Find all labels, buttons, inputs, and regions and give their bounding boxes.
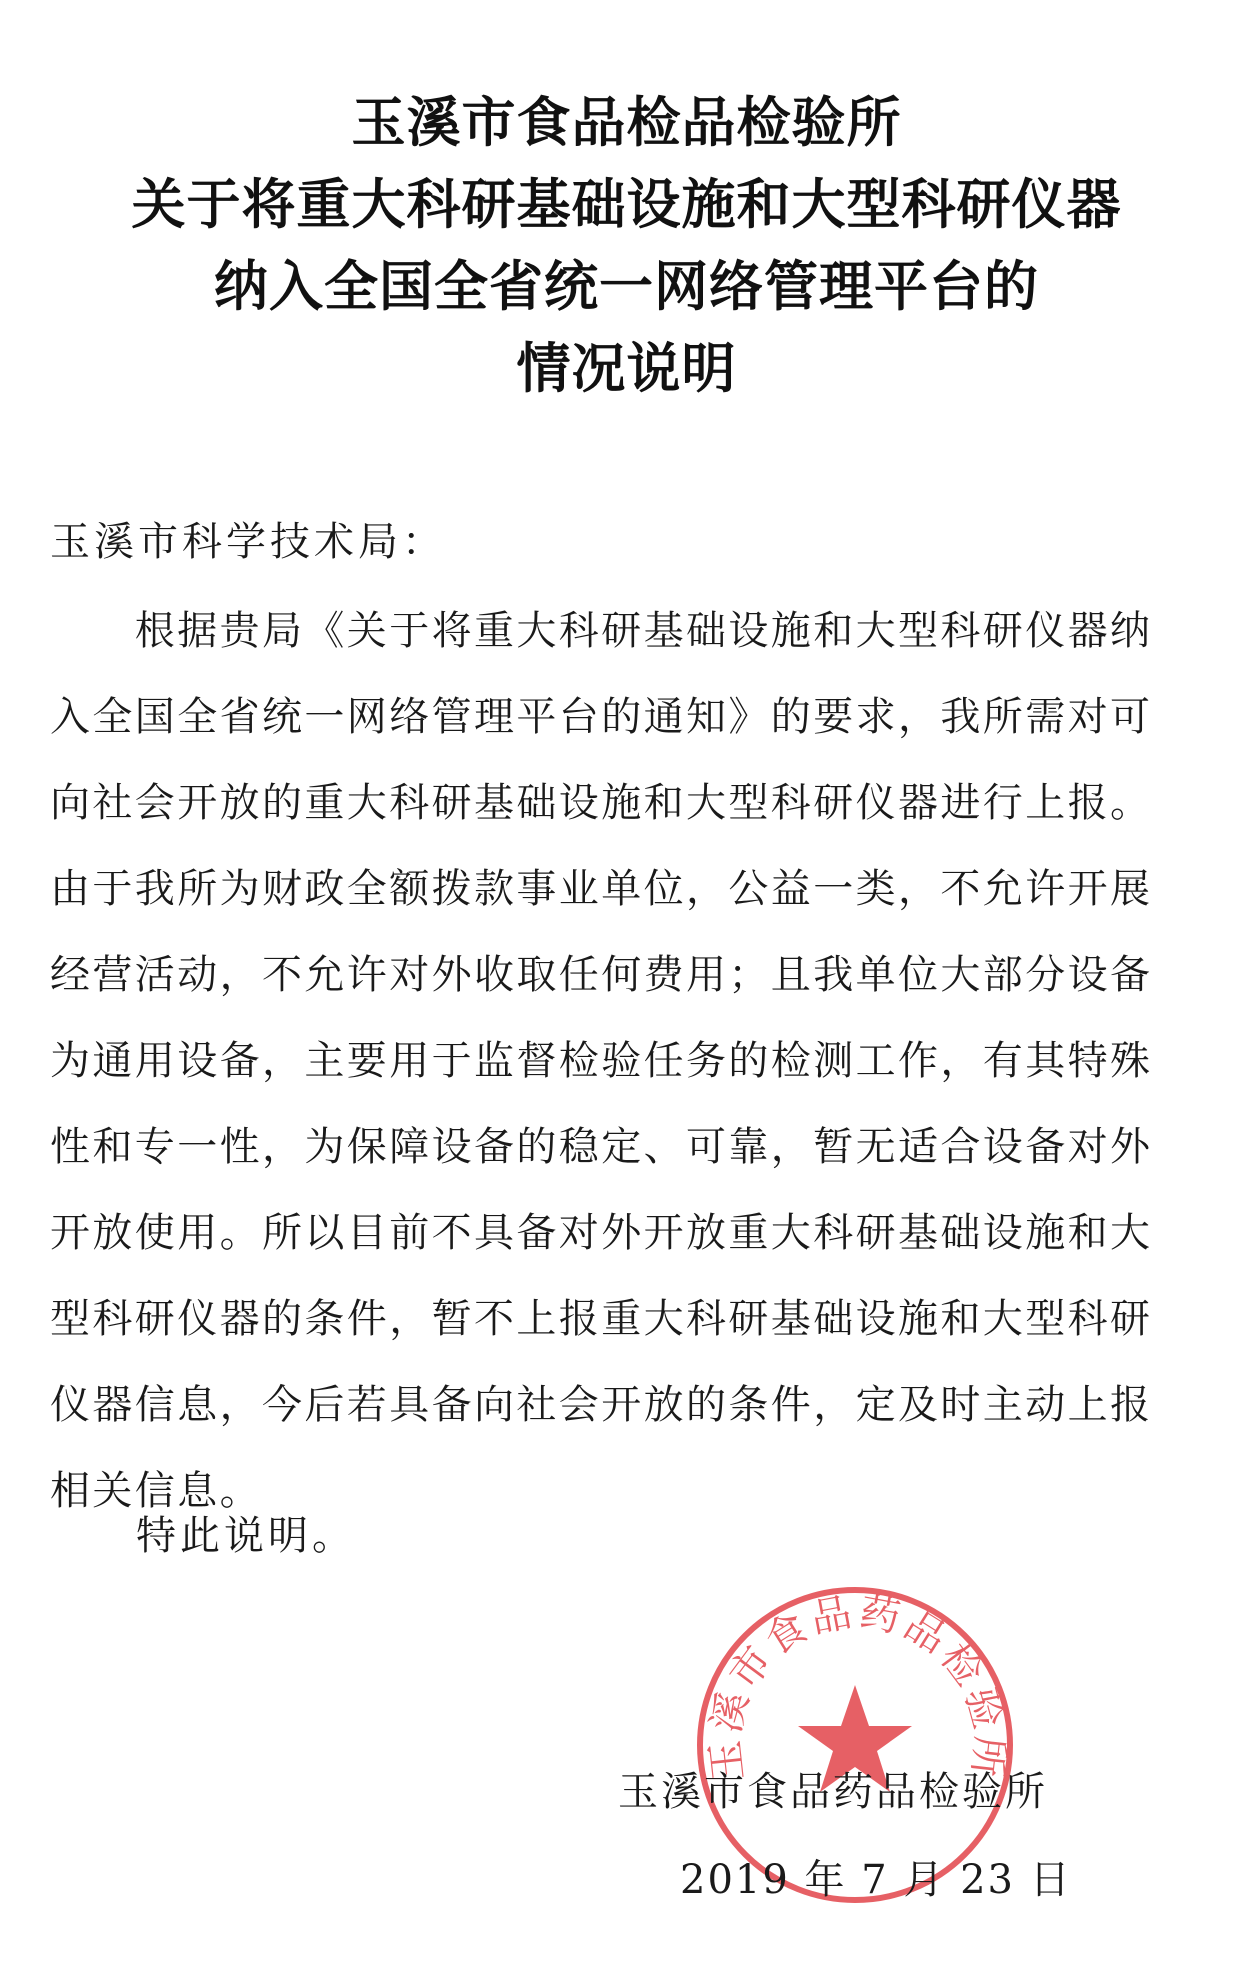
seal-text: 玉溪市食品药品检验所 <box>702 1588 1013 1783</box>
body-line: 开放使用。所以目前不具备对外开放重大科研基础设施和大 <box>50 1210 1153 1256</box>
body-line: 由于我所为财政全额拨款事业单位，公益一类，不允许开展 <box>50 866 1153 912</box>
body-line: 相关信息。 <box>50 1468 262 1514</box>
body-line: 向社会开放的重大科研基础设施和大型科研仪器进行上报。 <box>50 780 1153 826</box>
body-line: 根据贵局《关于将重大科研基础设施和大型科研仪器纳 <box>50 608 1153 654</box>
title-line-2: 关于将重大科研基础设施和大型科研仪器 <box>131 173 1122 236</box>
body-line: 仪器信息，今后若具备向社会开放的条件，定及时主动上报 <box>50 1382 1153 1428</box>
body-line: 型科研仪器的条件，暂不上报重大科研基础设施和大型科研 <box>50 1296 1153 1342</box>
body-line: 经营活动，不允许对外收取任何费用；且我单位大部分设备 <box>50 952 1153 998</box>
body-text <box>50 588 1200 1534</box>
title-line-3: 纳入全国全省统一网络管理平台的 <box>214 255 1039 318</box>
issue-date: 2019 年 7 月 23 日 <box>680 1857 1072 1903</box>
salutation: 玉溪市科学技术局： <box>50 519 446 565</box>
title-line-1: 玉溪市食品检品检验所 <box>351 91 902 154</box>
document-title <box>0 82 1253 410</box>
issuer-signature: 玉溪市食品药品检验所 <box>618 1769 1048 1815</box>
title-line-4: 情况说明 <box>516 337 737 400</box>
body-line: 性和专一性，为保障设备的稳定、可靠，暂无适合设备对外 <box>50 1124 1153 1170</box>
closing-remark: 特此说明。 <box>136 1513 356 1559</box>
body-line: 入全国全省统一网络管理平台的通知》的要求，我所需对可 <box>50 694 1153 740</box>
body-line: 为通用设备，主要用于监督检验任务的检测工作，有其特殊 <box>50 1038 1153 1084</box>
